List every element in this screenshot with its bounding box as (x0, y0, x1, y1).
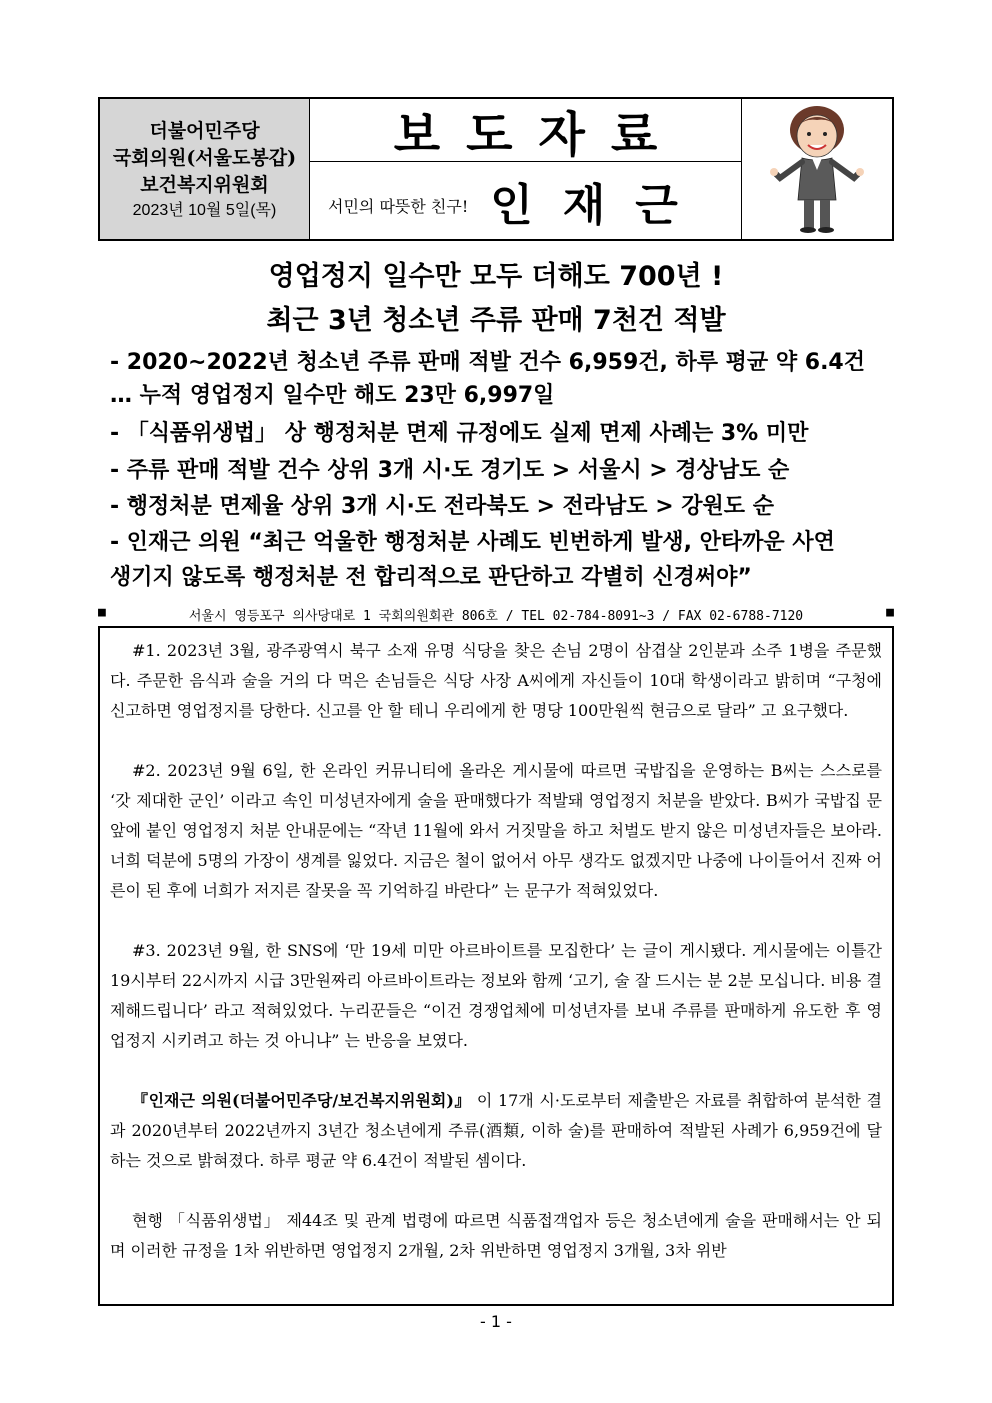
paragraph-case-2: #2. 2023년 9월 6일, 한 온라인 커뮤니티에 올라온 게시물에 따르면 국밥집을 운영하는 B씨는 스스로를 ‘갓 제대한 군인’ 이라고 속인 미성년자에게 술을 판매했다가 적발돼 영업정지 처분을 받았다. B씨가 국밥집 문 앞에 붙인 영업정지 처분 안내문에는 “작년 11월에 와서 거짓말을 하고 처벌도 받지 않은 미성년자들은 보아라. 너희 덕분에 5명의 가장이 생계를 잃었다. 지금은 철이 없어서 아무 생각도 없겠지만 나중에 나이들어서 진짜 어른이 된 후에 너희가 저지른 잘못을 꼭 기억하길 바란다” 는 문구가 적혀있었다. (110, 761, 882, 900)
address-left-marker: ■ (98, 605, 106, 620)
subpoint-3: - 주류 판매 적발 건수 상위 3개 시·도 경기도 > 서울시 > 경상남도 순 (110, 458, 790, 483)
subpoint-1: - 2020~2022년 청소년 주류 판매 적발 건수 6,959건, 하루 평균 약 6.4건 (110, 350, 865, 375)
paragraph-case-1: #1. 2023년 3월, 광주광역시 북구 소재 유명 식당을 찾은 손님 2명이 삼겹살 2인분과 소주 1병을 주문했다. 주문한 음식과 술을 거의 다 먹은 손님들은 식당 사장 A씨에게 자신들이 10대 학생이라고 밝히며 “구청에 신고하면 영업정지를 당한다. 신고를 안 할 테니 우리에게 한 명당 100만원씩 현금으로 달라” 고 요구했다. (110, 641, 882, 720)
release-date: 2023년 10월 5일(목) (132, 201, 277, 219)
contact-address-line (98, 605, 894, 624)
press-release-title: 보도자료 (310, 99, 741, 162)
org-party: 더불어민주당 (149, 119, 260, 142)
subpoint-4: - 행정처분 면제율 상위 3개 시·도 전라북도 > 전라남도 > 강원도 순 (110, 494, 774, 519)
header-title-block (310, 99, 742, 239)
subpoint-2: - 「식품위생법」 상 행정처분 면제 규정에도 실제 면제 사례는 3% 미만 (110, 421, 809, 446)
paragraph-findings (110, 1086, 882, 1176)
lawmaker-credit: 『인재근 의원(더불어민주당/보건복지위원회)』 (132, 1091, 472, 1110)
press-header (98, 97, 894, 241)
org-office: 국회의원(서울도봉갑) (112, 146, 297, 169)
caricature-block (742, 99, 892, 239)
lawmaker-name: 인재근 (490, 179, 708, 231)
caricature-illustration (762, 100, 872, 238)
headline-line-2: 최근 3년 청소년 주류 판매 7천건 적발 (266, 305, 726, 336)
subpoint-5-cont: 생기지 않도록 행정처분 전 합리적으로 판단하고 각별히 신경써야” (110, 565, 752, 590)
paragraph-law: 현행 「식품위생법」 제44조 및 관계 법령에 따르면 식품접객업자 등은 청소년에게 술을 판매해서는 안 되며 이러한 규정을 1차 위반하면 영업정지 2개월, 2차 위반하면 영업정지 3개월, 3차 위반 (110, 1211, 882, 1260)
org-committee: 보건복지위원회 (140, 173, 269, 196)
subpoint-5: - 인재근 의원 “최근 억울한 행정처분 사례도 빈번하게 발생, 안타까운 사연 (110, 530, 835, 555)
findings-text: 이 17개 시·도로부터 제출받은 자료를 취합하여 분석한 결과 2020년부터 2022년까지 3년간 청소년에게 주류(酒類, 이하 술)를 판매하여 적발된 사례가 6,959건에 달하는 것으로 밝혀졌다. 하루 평균 약 6.4건이 적발된 셈이다. (110, 1091, 883, 1170)
body-text-box (98, 626, 894, 1306)
subpoint-1-cont: … 누적 영업정지 일수만 해도 23만 6,997일 (110, 383, 555, 408)
slogan: 서민의 따뜻한 친구! (328, 197, 469, 216)
paragraph-case-3: #3. 2023년 9월, 한 SNS에 ‘만 19세 미만 아르바이트를 모집한다’ 는 글이 게시됐다. 게시물에는 이틀간 19시부터 22시까지 시급 3만원짜리 아르바이트라는 정보와 함께 ‘고기, 술 잘 드시는 분 2분 모십니다. 비용 결제해드립니다’ 라고 적혀있었다. 누리꾼들은 “이건 경쟁업체에 미성년자를 보내 주류를 판매하게 유도한 후 영업정지 시키려고 하는 것 아니냐” 는 반응을 보였다. (110, 941, 882, 1050)
address-right-marker: ■ (886, 605, 894, 620)
headline-line-1: 영업정지 일수만 모두 더해도 700년 ! (268, 261, 724, 292)
header-org-block (100, 99, 310, 239)
address-text: 서울시 영등포구 의사당대로 1 국회의원회관 806호 / TEL 02-784-8091~3 / FAX 02-6788-7120 (188, 609, 804, 624)
page-number: - 1 - (480, 1312, 512, 1331)
